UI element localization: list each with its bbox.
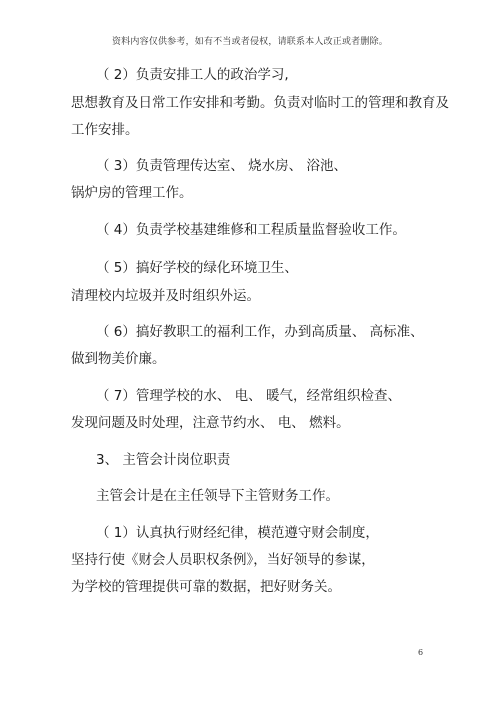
- paragraph-line: 发现问题及时处理，注意节约水、 电、 燃料。: [71, 415, 350, 431]
- paragraph-line: （ 7）管理学校的水、 电、 暖气，经常组织检查、: [96, 388, 401, 404]
- paragraph-line: 锅炉房的管理工作。: [71, 185, 193, 201]
- paragraph-line: 坚持行使《财会人员职权条例》，当好领导的参谋，: [71, 552, 375, 568]
- paragraph-line: （ 6）搞好教职工的福利工作，办到高质量、 高标准、: [96, 324, 424, 340]
- paragraph-line: （ 3）负责管理传达室、 烧水房、 浴池、: [96, 158, 347, 174]
- paragraph-line: 主管会计是在主任领导下主管财务工作。: [96, 488, 339, 504]
- paragraph-line: 工作安排。: [71, 122, 139, 138]
- paragraph-line: （ 2）负责安排工人的政治学习,: [96, 67, 289, 83]
- paragraph-line: （ 4）负责学校基建维修和工程质量监督验收工作。: [96, 222, 406, 238]
- paragraph-line: （ 1）认真执行财经纪律，模范遵守财会制度，: [96, 525, 379, 541]
- page-header-disclaimer: 资料内容仅供参考，如有不当或者侵权，请联系本人改正或者删除。: [111, 37, 388, 47]
- paragraph-line: 为学校的管理提供可靠的数据，把好财务关。: [71, 579, 341, 595]
- section-heading: 3、 主管会计岗位职责: [96, 452, 231, 468]
- paragraph-line: 做到物美价廉。: [71, 351, 166, 367]
- page-number: 6: [418, 648, 424, 657]
- paragraph-line: 清理校内垃圾并及时组织外运。: [71, 288, 260, 304]
- paragraph-line: 思想教育及日常工作安排和考勤。负责对临时工的管理和教育及: [71, 95, 449, 111]
- paragraph-line: （ 5）搞好学校的绿化环境卫生、: [96, 260, 298, 276]
